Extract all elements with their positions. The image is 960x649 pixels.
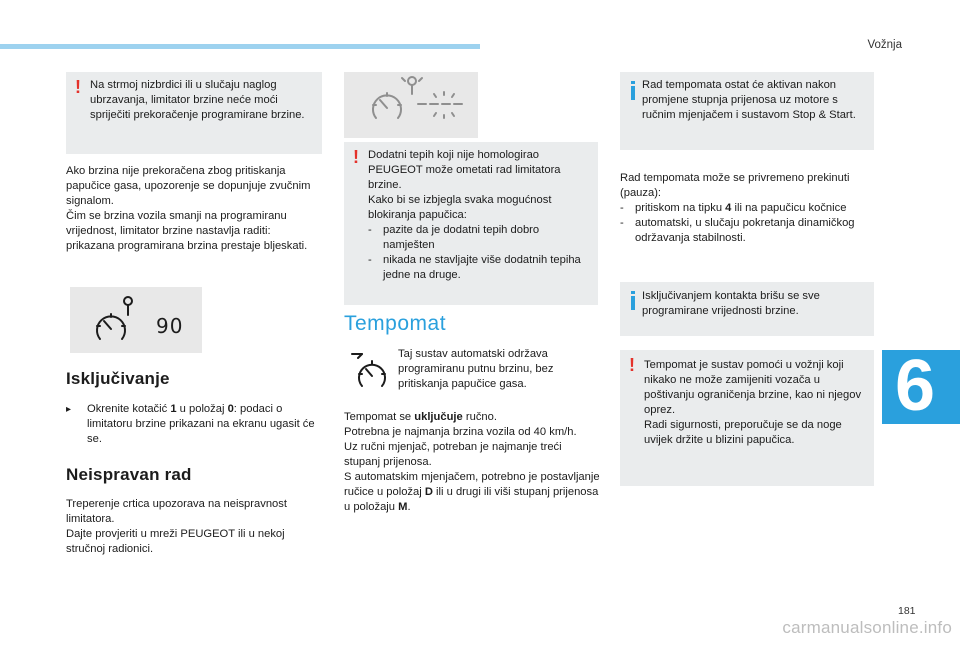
info-box-ignition-off — [620, 282, 874, 336]
cruise-intro: Taj sustav automatski održava programiranu putnu brzinu, bez pritiskanja papučice gasa. — [398, 348, 554, 390]
paragraph-line: Rad tempomata može se privremeno prekinuti (pauza): — [620, 172, 850, 199]
bold-text: uključuje — [414, 411, 463, 423]
info-bar-icon — [631, 86, 635, 100]
list-item — [368, 223, 590, 253]
dash: - — [368, 224, 372, 236]
section-title-cruise: Tempomat — [344, 312, 447, 335]
text: Tempomat se — [344, 411, 415, 423]
pause-list — [620, 201, 876, 246]
warning-list — [368, 223, 590, 283]
instruction-bullet — [66, 402, 316, 447]
warning-line: Tempomat je sustav pomoći u vožnji koji nikako ne može zamijeniti vozača u poštivanju ograničenja brzine, kao ni njegov oprez. — [644, 359, 862, 416]
text: . — [407, 501, 411, 513]
paragraph-line — [344, 410, 600, 425]
list-item-text: pazite da je dodatni tepih dobro namješten — [383, 224, 540, 251]
fault-display-panel — [344, 72, 478, 138]
chapter-tab-number: 6 — [895, 346, 936, 426]
dash: - — [620, 202, 624, 214]
section-heading-fault: Neispravan rad — [66, 465, 192, 484]
text: ručno. — [462, 411, 497, 423]
bold-text: D — [424, 486, 433, 498]
dash: - — [620, 217, 624, 229]
paragraph-line: Uz ručni mjenjač, potreban je najmanje treći stupanj prijenosa. — [344, 441, 562, 468]
paragraph-line — [344, 470, 600, 515]
warning-box-driver-aid — [620, 350, 874, 486]
speedometer-icon — [344, 72, 478, 138]
warning-text — [644, 358, 866, 448]
info-text: Isključivanjem kontakta brišu se sve programirane vrijednosti brzine. — [642, 290, 820, 317]
section-heading-off: Isključivanje — [66, 369, 170, 388]
warning-text: Na strmoj nizbrdici ili u slučaju naglog ubrzavanja, limitator brzine neće moći spriječiti prekoračenje programirane brzine. — [90, 79, 305, 121]
paragraph-line: Čim se brzina vozila smanji na programiranu vrijednost, limitator brzine nastavlja raditi: prikazana programirana brzina prestaje bljeskati. — [66, 210, 308, 252]
paragraph-line: Dajte provjeriti u mreži PEUGEOT ili u nekoj stručnoj radionici. — [66, 528, 285, 555]
limiter-alert-paragraph — [66, 164, 316, 254]
list-item-text: automatski, u slučaju pokretanja dinamičkog održavanja stabilnosti. — [635, 217, 855, 244]
arrow-bullet-icon: ▸ — [66, 404, 72, 415]
warning-box-floor-mat — [344, 142, 598, 305]
bullet-text: : podaci o limitatoru brzine prikazani na ekranu ugasit će se. — [87, 403, 315, 445]
paragraph-line: Potrebna je najmanja brzina vozila od 40 km/h. — [344, 426, 577, 438]
warning-line: Dodatni tepih koji nije homologirao PEUGEOT može ometati rad limitatora brzine. — [368, 149, 561, 191]
info-text: Rad tempomata ostat će aktivan nakon promjene stupnja prijenosa uz motore s ručnim mjenjačem i sustavom Stop & Start. — [642, 79, 856, 121]
list-item-text: nikada ne stavljajte više dodatnih tepiha jedne na druge. — [383, 254, 581, 281]
limiter-display-panel — [70, 287, 202, 353]
chapter-tab — [882, 346, 960, 426]
list-item-text: ili na papučicu kočnice — [731, 202, 847, 214]
bold-text: 4 — [725, 202, 732, 214]
pause-paragraph — [620, 171, 876, 246]
exclamation-icon: ! — [353, 147, 359, 167]
exclamation-icon: ! — [629, 355, 635, 375]
bullet-text: u položaj — [176, 403, 228, 415]
warning-box-downhill — [66, 72, 322, 154]
list-item — [620, 216, 876, 246]
list-item — [368, 253, 590, 283]
list-item-text: pritiskom na tipku — [635, 202, 726, 214]
page-number: 181 — [898, 605, 916, 617]
dash: - — [368, 254, 372, 266]
text: ili u drugi ili viši stupanj prijenosa u položaju — [344, 486, 599, 513]
paragraph-line: Treperenje crtica upozorava na neispravnost limitatora. — [66, 498, 287, 525]
cruise-paragraph — [344, 410, 600, 515]
limiter-speed-value: 90 — [156, 314, 184, 338]
top-accent-bar — [0, 44, 480, 49]
cruise-control-icon — [348, 352, 392, 392]
list-item — [620, 201, 876, 216]
fault-paragraph — [66, 497, 316, 557]
warning-line: Radi sigurnosti, preporučuje se da noge uvijek držite u blizini papučica. — [644, 419, 842, 446]
exclamation-icon: ! — [75, 77, 81, 97]
chapter-title: Vožnja — [867, 39, 902, 51]
bullet-text: Okrenite kotačić — [87, 403, 171, 415]
bullet-bold: 1 — [170, 403, 177, 415]
paragraph-line: Ako brzina nije prekoračena zbog pritiskanja papučice gasa, upozorenje se dopunjuje zvučnim signalom. — [66, 165, 311, 207]
bullet-bold: 0 — [227, 403, 234, 415]
text: S automatskim mjenjačem, potrebno je postavljanje ručice u položaj — [344, 471, 600, 498]
bold-text: M — [398, 501, 408, 513]
info-bar-icon — [631, 296, 635, 310]
watermark: carmanualsonline.info — [782, 618, 952, 637]
warning-line: Kako bi se izbjegla svaka mogućnost blokiranja papučica: — [368, 194, 552, 221]
warning-text — [368, 148, 590, 283]
info-box-stop-start — [620, 72, 874, 150]
